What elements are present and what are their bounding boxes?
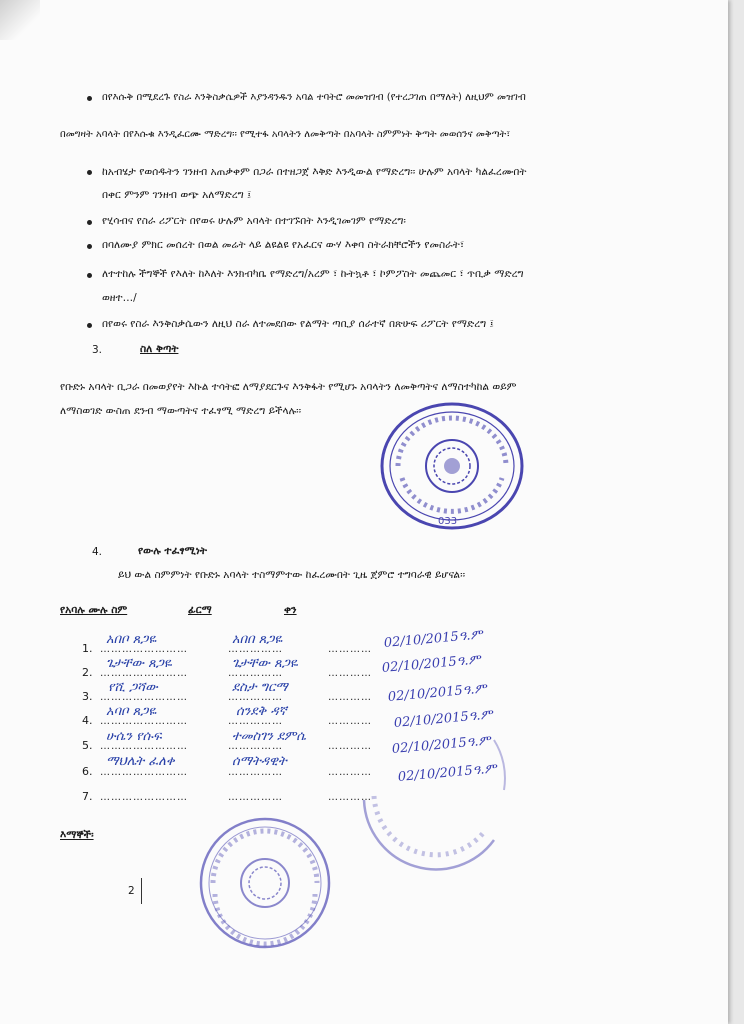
row-number: 3. [82, 690, 93, 703]
dotted-line: …………… [228, 668, 283, 679]
section-3-paragraph-line1: የቡድኑ አባላት ቢጋራ በመወያየት እኩል ተሳትፎ ለማያደርጉና እንቅፋት የሚሆኑ አባላትን ለመቅጣትና ለማስተካከል ወይም [60, 381, 517, 393]
signature-date: 02/10/2015ዓ.ም [387, 681, 488, 705]
official-seal-stamp [378, 400, 526, 532]
page-number: 2 [128, 885, 135, 897]
dotted-line: ………… [328, 792, 372, 803]
signature-date: 02/10/2015ዓ.ም [381, 652, 482, 676]
member-signature: ሰንደቅ ዳኛ [236, 704, 287, 719]
dotted-line: …………………… [100, 792, 188, 803]
bullet-dot [87, 220, 92, 225]
dotted-line: …………… [228, 692, 283, 703]
dotted-line: …………… [228, 716, 283, 727]
member-signature: ጌታቸው ጸጋዬ [232, 656, 298, 671]
dotted-line: ………… [328, 716, 372, 727]
row-number: 7. [82, 790, 93, 803]
bullet-2-continuation: በቀር ምንም ገንዘብ ወጭ አለማድረግ ፤ [102, 189, 252, 201]
member-name: ሁሴን የሱፍ [106, 729, 162, 744]
bullet-dot [87, 244, 92, 249]
bullet-5-text: ለተተከሉ ችግኞች የእለት ከእለት እንክብካቤ የማድረግ/አረም ፣ ኩትኳቶ ፣ ኮምፖስት መጨመር ፣ ጥቢቃ ማድረግ [102, 268, 524, 280]
signature-date: 02/10/2015ዓ.ም [393, 707, 494, 731]
witnesses-label: እማኞች፡ [60, 829, 94, 841]
member-signature: ደስታ ግርማ [232, 680, 288, 695]
member-name: የሺ ጋሻው [108, 680, 158, 695]
bullet-1-text: በየእሱቅ በሚደረጉ የስራ እንቅስቃሴዎች እያንዳንዱን አባል ተባትሮ መመዝገብ (የተረጋገጠ በማለት) ለዚህም መዝገብ [102, 92, 526, 103]
member-name: አባቦ ጸጋዬ [106, 704, 157, 719]
signature-date: 02/10/2015ዓ.ም [391, 733, 492, 757]
bullet-1-continuation: በመግዛት አባላት በየእሱቁ እንዲፈርሙ ማድረግ፡፡ የሚተፋ አባላትን ለመቅጣት በአባላት ስምምነት ቅጣት መወሰንና መቅጣት፣ [60, 129, 511, 140]
dotted-line: …………… [228, 741, 283, 752]
signature-date: 02/10/2015ዓ.ም [397, 761, 498, 785]
dotted-line: …………… [228, 792, 283, 803]
dotted-line: ………… [328, 741, 372, 752]
bullet-2-text: ከአብሄታ የወሰዱትን ገንዘብ አጠቃቀም በጋራ በተዘጋጀ እቅድ እንዲውል የማድረግ፡፡ ሁሉም አባላት ካልፈረሙበት [102, 166, 527, 178]
bullet-4-text: በባለሙያ ምክር መሰረት በወል መሬት ላይ ልዩልዩ የአፈርና ውሃ እቀባ ስትራክቸሮችን የመስራት፣ [102, 239, 465, 251]
dotted-line: …………… [228, 644, 283, 655]
dotted-line: …………………… [100, 644, 188, 655]
bullet-3-text: የሂሳብና የስራ ሪፖርት በየወሩ ሁሉም አባላት በተገኙበት እንዲገመገም የማድረግ፡ [102, 215, 406, 227]
bullet-5-continuation: ወዘተ…/ [102, 292, 137, 304]
section-3-paragraph-line2: ለማስወገድ ውስጠ ደንብ ማውጣትና ተፈፃሚ ማድረግ ይችላሉ፡፡ [60, 405, 302, 417]
dotted-line: ………… [328, 644, 372, 655]
row-number: 2. [82, 666, 93, 679]
dotted-line: …………………… [100, 767, 188, 778]
dotted-line: …………………… [100, 741, 188, 752]
bullet-dot [87, 170, 92, 175]
svg-text:033: 033 [438, 516, 458, 527]
dotted-line: ………… [328, 668, 372, 679]
page-corner-shadow [0, 0, 40, 40]
section-4-title: የውሉ ተፈፃሚነት [138, 545, 207, 557]
member-name: ጌታቸው ጸጋዬ [106, 656, 172, 671]
dotted-line: ………… [328, 767, 372, 778]
row-number: 1. [82, 642, 93, 655]
bottom-seal-stamp [196, 814, 334, 952]
page-number-divider [141, 878, 142, 904]
member-signature: ተመስገን ደምሴ [232, 729, 306, 744]
section-3-number: 3. [92, 344, 103, 356]
member-name: ማህሌት ፈለቀ [106, 754, 175, 769]
dotted-line: …………… [228, 767, 283, 778]
column-header-date: ቀን [284, 604, 297, 616]
dotted-line: ………… [328, 692, 372, 703]
column-header-signature: ፊርማ [188, 604, 212, 616]
dotted-line: …………………… [100, 668, 188, 679]
bullet-dot [87, 323, 92, 328]
signature-date: 02/10/2015ዓ.ም [383, 627, 484, 651]
section-4-number: 4. [92, 546, 103, 558]
dotted-line: …………………… [100, 692, 188, 703]
member-name: አበቦ ጸጋዬ [106, 632, 157, 647]
bullet-6-text: በየወሩ የስራ እንቅስቃሴውን ለዚህ ስራ ለተመደበው የልማት ጣቢያ ሰራተኛ በጽሁፍ ሪፖርት የማድረግ ፤ [102, 318, 494, 330]
column-header-name: የአባሉ ሙሉ ስም [60, 604, 128, 616]
member-signature: አበበ ጸጋዬ [232, 632, 283, 647]
row-number: 5. [82, 739, 93, 752]
faded-seal-stamp [344, 700, 524, 880]
bullet-dot [87, 96, 92, 101]
row-number: 6. [82, 765, 93, 778]
section-3-title: ስለ ቅጣት [140, 343, 179, 355]
dotted-line: …………………… [100, 716, 188, 727]
bullet-dot [87, 273, 92, 278]
section-4-paragraph: ይህ ውል ስምምነት የቡድኑ አባላት ተስማምተው ከፈረሙበት ጊዜ ጀምሮ ተግባራዊ ይሆናል፡፡ [118, 569, 466, 581]
member-signature: ሰማትዳዊት [232, 754, 287, 769]
row-number: 4. [82, 714, 93, 727]
